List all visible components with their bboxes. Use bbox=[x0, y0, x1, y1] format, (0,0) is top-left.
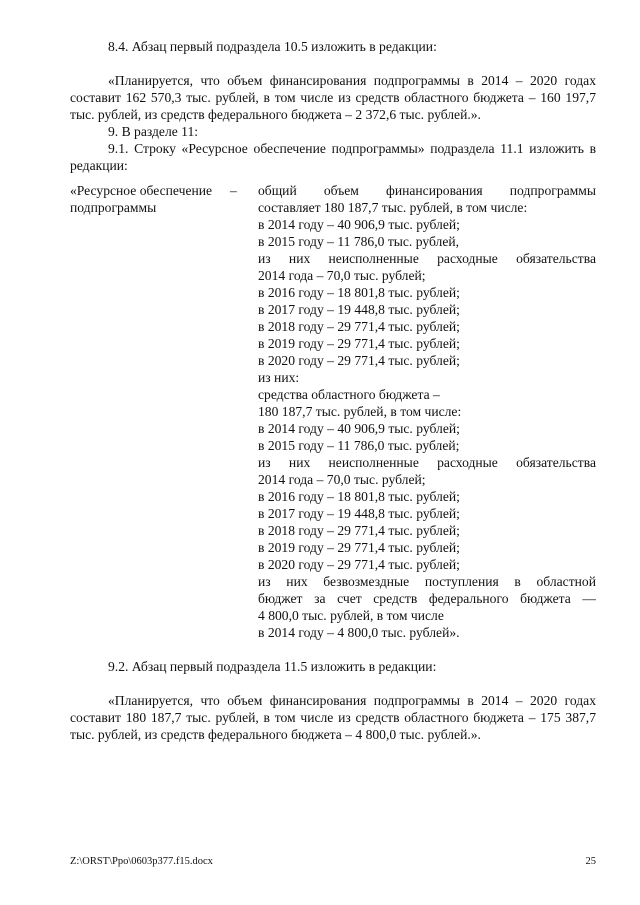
resource-line: 2014 года – 70,0 тыс. рублей; bbox=[258, 268, 426, 283]
resource-line: бюджет за счет средств федерального бюджета — bbox=[258, 591, 596, 606]
resource-line: из них неисполненные расходные обязательства bbox=[258, 455, 596, 470]
resource-line: в 2018 году – 29 771,4 тыс. рублей; bbox=[258, 523, 460, 538]
resource-line: 4 800,0 тыс. рублей, в том числе bbox=[258, 608, 444, 623]
paragraph-8-4: 8.4. Абзац первый подраздела 10.5 изложить в редакции: bbox=[108, 39, 437, 54]
resource-table-dash: – bbox=[230, 183, 237, 198]
paragraph-9-2: 9.2. Абзац первый подраздела 11.5 изложить в редакции: bbox=[108, 659, 437, 674]
resource-line: 180 187,7 тыс. рублей, в том числе: bbox=[258, 404, 462, 419]
resource-line: в 2019 году – 29 771,4 тыс. рублей; bbox=[258, 336, 460, 351]
resource-line: общий объем финансирования подпрограммы bbox=[258, 183, 596, 198]
resource-line: в 2017 году – 19 448,8 тыс. рублей; bbox=[258, 302, 460, 317]
resource-line: в 2017 году – 19 448,8 тыс. рублей; bbox=[258, 506, 460, 521]
resource-line: в 2016 году – 18 801,8 тыс. рублей; bbox=[258, 285, 460, 300]
resource-line: в 2016 году – 18 801,8 тыс. рублей; bbox=[258, 489, 460, 504]
paragraph-9-1: 9.1. Строку «Ресурсное обеспечение подпрограммы» подраздела 11.1 изложить в редакции: bbox=[70, 141, 596, 173]
resource-line: из них: bbox=[258, 370, 300, 385]
resource-line: 2014 года – 70,0 тыс. рублей; bbox=[258, 472, 426, 487]
resource-line: в 2014 году – 40 906,9 тыс. рублей; bbox=[258, 421, 460, 436]
page-footer bbox=[70, 856, 596, 867]
resource-line: из них безвозмездные поступления в областной bbox=[258, 574, 596, 589]
resource-line: в 2020 году – 29 771,4 тыс. рублей; bbox=[258, 353, 460, 368]
resource-line: в 2018 году – 29 771,4 тыс. рублей; bbox=[258, 319, 460, 334]
resource-line: в 2019 году – 29 771,4 тыс. рублей; bbox=[258, 540, 460, 555]
resource-line: в 2015 году – 11 786,0 тыс. рублей; bbox=[258, 438, 460, 453]
quote-paragraph-2: «Планируется, что объем финансирования подпрограммы в 2014 – 2020 годах составит 180 187,7 тыс. рублей, в том числе из средств областного бюджета – 175 387,7 тыс. рублей, из средств федерального бюджета – 4 800,0 тыс. рублей.». bbox=[70, 693, 596, 742]
resource-table-value-cell bbox=[258, 182, 596, 641]
resource-line: в 2015 году – 11 786,0 тыс. рублей, bbox=[258, 234, 460, 249]
resource-line: в 2014 году – 4 800,0 тыс. рублей». bbox=[258, 625, 460, 640]
document-body bbox=[70, 38, 596, 743]
resource-line: средства областного бюджета – bbox=[258, 387, 440, 402]
resource-line: составляет 180 187,7 тыс. рублей, в том числе: bbox=[258, 200, 528, 215]
resource-line: из них неисполненные расходные обязательства bbox=[258, 251, 596, 266]
resource-table-label: «Ресурсное обеспечение подпрограммы bbox=[70, 183, 213, 215]
footer-file-path: Z:\ORST\Ppo\0603p377.f15.docx bbox=[70, 856, 213, 867]
quote-paragraph-1: «Планируется, что объем финансирования подпрограммы в 2014 – 2020 годах составит 162 570,3 тыс. рублей, в том числе из средств областного бюджета – 160 197,7 тыс. рублей, из средств федерального бюджета – 2 372,6 тыс. рублей.». bbox=[70, 73, 596, 122]
resource-table-label-cell bbox=[70, 182, 258, 641]
resource-line: в 2020 году – 29 771,4 тыс. рублей; bbox=[258, 557, 460, 572]
page-number: 25 bbox=[585, 856, 596, 867]
paragraph-9: 9. В разделе 11: bbox=[108, 124, 199, 139]
resource-table-row bbox=[70, 182, 596, 641]
resource-line: в 2014 году – 40 906,9 тыс. рублей; bbox=[258, 217, 460, 232]
